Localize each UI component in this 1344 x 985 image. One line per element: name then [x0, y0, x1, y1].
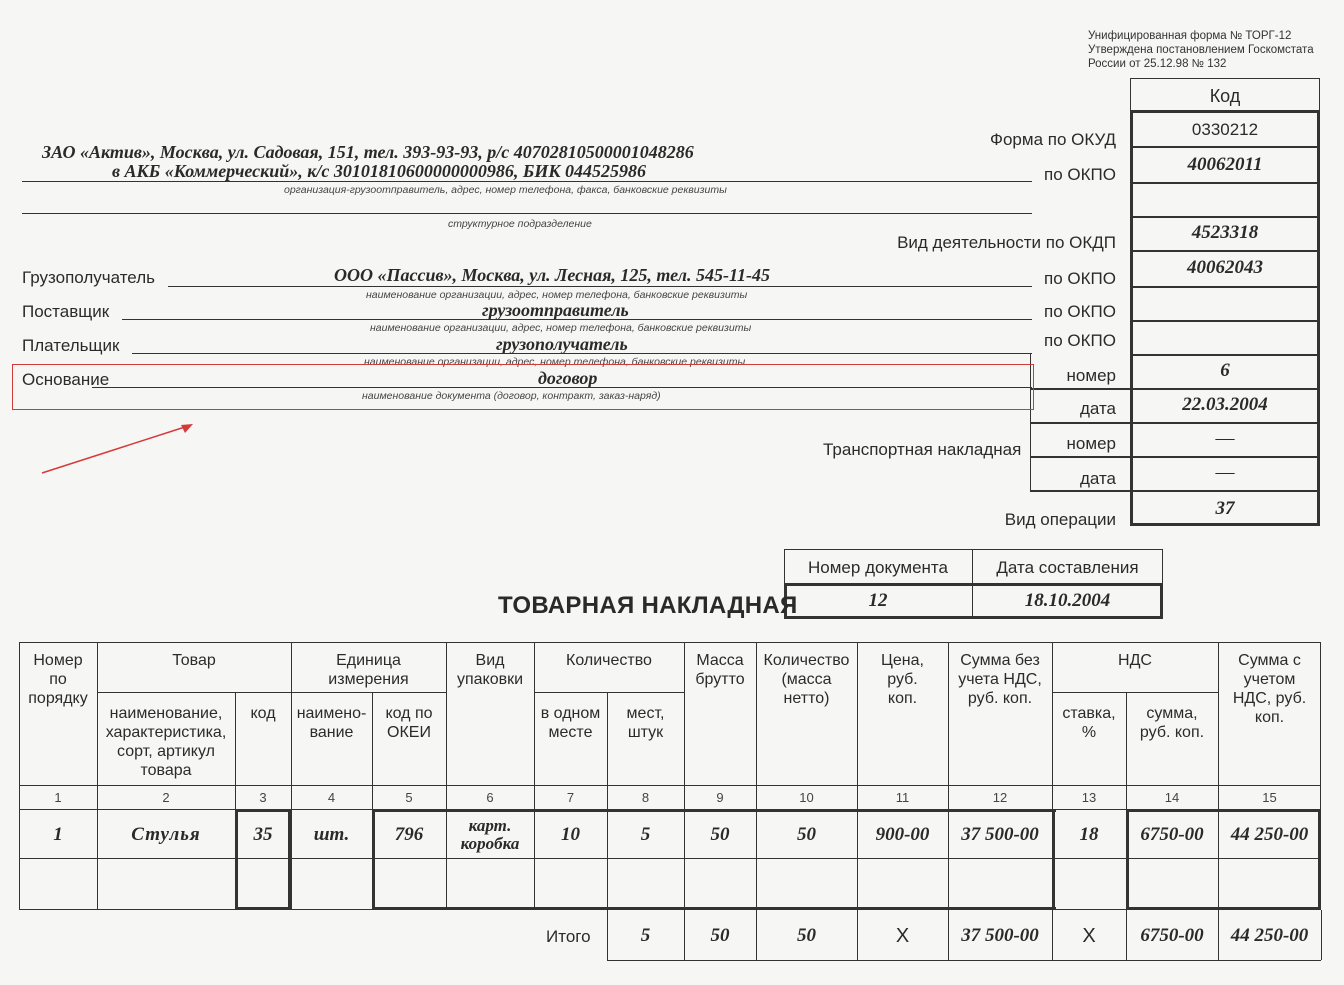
label-operation: Вид операции	[1004, 510, 1116, 529]
label-transport: Транспортная накладная	[823, 440, 1022, 459]
col-num-8: 8	[641, 790, 650, 805]
row-price: 900-00	[875, 823, 930, 845]
code-basis-number: 6	[1220, 360, 1230, 381]
h-unit: Единица измерения	[328, 652, 409, 688]
doc-number-value: 12	[868, 590, 888, 611]
doc-date-value: 18.10.2004	[1024, 590, 1111, 611]
total-label: Итого	[546, 927, 591, 946]
structural-caption: структурное подразделение	[448, 218, 592, 230]
code-okpo-shipper: 40062011	[1187, 154, 1263, 175]
col-num-4: 4	[327, 790, 336, 805]
h-sum-novat: Сумма без учета НДС, руб. коп.	[958, 652, 1042, 707]
row-net: 50	[797, 823, 816, 845]
document-title: ТОВАРНАЯ НАКЛАДНАЯ	[498, 592, 798, 619]
h-net: Количество (масса нетто)	[763, 652, 850, 707]
basis-caption: наименование документа (договор, контракт, заказ-наряд)	[362, 390, 661, 402]
row-sum-vat: 44 250-00	[1230, 823, 1309, 845]
row-qty-places: 5	[640, 823, 651, 845]
code-okud: 0330212	[1191, 120, 1259, 139]
form-header-line1: Унифицированная форма № ТОРГ-12	[1088, 30, 1292, 42]
total-sum-novat: 37 500-00	[961, 925, 1039, 946]
row-qty-one: 10	[561, 823, 580, 845]
consignee-value: ООО «Пассив», Москва, ул. Лесная, 125, тел. 545-11-45	[334, 265, 770, 285]
total-vat-sum: 6750-00	[1140, 925, 1204, 946]
annotation-arrow-icon	[38, 418, 198, 478]
code-basis-date: 22.03.2004	[1182, 394, 1268, 415]
label-transport-date: дата	[1079, 469, 1116, 488]
col-num-11: 11	[895, 790, 910, 805]
form-header-line3: России от 25.12.98 № 132	[1088, 58, 1227, 70]
label-basis-date: дата	[1079, 399, 1116, 418]
row-gross: 50	[710, 823, 730, 845]
payer-value: грузополучатель	[496, 334, 628, 354]
shipper-caption: организация-грузоотправитель, адрес, номер телефона, факса, банковские реквизиты	[284, 184, 727, 196]
row-vat-rate: 18	[1079, 823, 1099, 845]
payer-caption: наименование организации, адрес, номер телефона, банковские реквизиты	[364, 356, 746, 368]
total-net: 50	[797, 925, 816, 946]
row-no: 1	[53, 823, 63, 845]
form-header-line2: Утверждена постановлением Госкомстата	[1088, 44, 1314, 56]
h-vat: НДС	[1118, 652, 1152, 669]
total-sum-vat: 44 250-00	[1230, 925, 1309, 946]
label-okud: Форма по ОКУД	[990, 130, 1116, 149]
col-num-10: 10	[799, 790, 814, 805]
h-sum-vat: Сумма с учетом НДС, руб. коп.	[1232, 652, 1307, 726]
shipper-line1: ЗАО «Актив», Москва, ул. Садовая, 151, тел. 393-93-93, р/с 40702810500001048286	[42, 142, 694, 162]
consignee-caption: наименование организации, адрес, номер телефона, банковские реквизиты	[366, 289, 748, 301]
label-okpo-3: по ОКПО	[1044, 302, 1116, 321]
shipper-line2: в АКБ «Коммерческий», к/с 30101810600000000986, БИК 044525986	[112, 161, 647, 181]
label-okpo-4: по ОКПО	[1044, 331, 1116, 350]
total-vat-rate: Х	[1082, 924, 1096, 947]
h-pack: Вид упаковки	[456, 652, 524, 688]
basis-label: Основание	[22, 370, 110, 389]
label-okdp: Вид деятельности по ОКДП	[897, 233, 1116, 252]
row-unit-okei: 796	[394, 823, 424, 845]
label-okpo-1: по ОКПО	[1044, 165, 1116, 184]
row-pack: карт. коробка	[460, 815, 520, 853]
doc-number-header: Номер документа	[808, 558, 948, 577]
h-unit-okei: код по ОКЕИ	[385, 705, 433, 741]
supplier-value: грузоотправитель	[482, 300, 629, 320]
code-operation: 37	[1215, 498, 1235, 519]
basis-value: договор	[538, 368, 598, 388]
row-unit-name: шт.	[313, 823, 350, 845]
col-num-1: 1	[54, 790, 62, 805]
h-goods-name: наименование, характеристика, сорт, артикул товара	[105, 705, 227, 779]
highlight-box	[12, 364, 1034, 410]
col-num-5: 5	[405, 790, 413, 805]
h-price: Цена, руб. коп.	[881, 652, 924, 707]
col-num-2: 2	[162, 790, 170, 805]
h-gross: Масса брутто	[695, 652, 745, 688]
row-vat-sum: 6750-00	[1140, 823, 1204, 845]
supplier-label: Поставщик	[22, 302, 110, 321]
code-transport-number: —	[1215, 428, 1235, 449]
form-header	[1088, 29, 1314, 71]
h-qty-places: мест, штук	[626, 705, 665, 741]
total-places: 5	[640, 925, 651, 946]
h-vat-sum: сумма, руб. коп.	[1139, 705, 1205, 741]
col-num-9: 9	[716, 790, 724, 805]
col-num-3: 3	[259, 790, 267, 805]
h-goods: Товар	[172, 652, 216, 669]
col-num-14: 14	[1164, 790, 1180, 805]
code-transport-date: —	[1215, 462, 1235, 483]
h-no: Номер по порядку	[28, 652, 88, 707]
h-vat-rate: ставка, %	[1062, 705, 1116, 741]
label-basis-number: номер	[1066, 366, 1116, 385]
label-okpo-2: по ОКПО	[1044, 269, 1116, 288]
h-qty: Количество	[566, 652, 652, 669]
supplier-caption: наименование организации, адрес, номер телефона, банковские реквизиты	[370, 322, 752, 334]
code-okdp: 4523318	[1191, 222, 1259, 243]
col-num-7: 7	[566, 790, 575, 805]
payer-label: Плательщик	[22, 336, 120, 355]
h-goods-code: код	[250, 705, 276, 722]
total-gross: 50	[710, 925, 730, 946]
consignee-label: Грузополучатель	[22, 268, 155, 287]
code-header: Код	[1209, 86, 1241, 106]
h-qty-one: в одном месте	[540, 705, 601, 741]
col-num-15: 15	[1262, 790, 1277, 805]
label-transport-number: номер	[1066, 434, 1116, 453]
total-price: Х	[895, 924, 910, 947]
col-num-6: 6	[486, 790, 494, 805]
h-unit-name: наимено-вание	[296, 705, 367, 741]
col-num-13: 13	[1081, 790, 1097, 805]
col-num-12: 12	[992, 790, 1008, 805]
row-goods-code: 35	[253, 823, 273, 845]
doc-date-header: Дата составления	[996, 558, 1139, 577]
code-okpo-consignee: 40062043	[1187, 257, 1263, 278]
row-goods-name: Стулья	[131, 823, 201, 845]
row-sum-novat: 37 500-00	[961, 823, 1039, 845]
